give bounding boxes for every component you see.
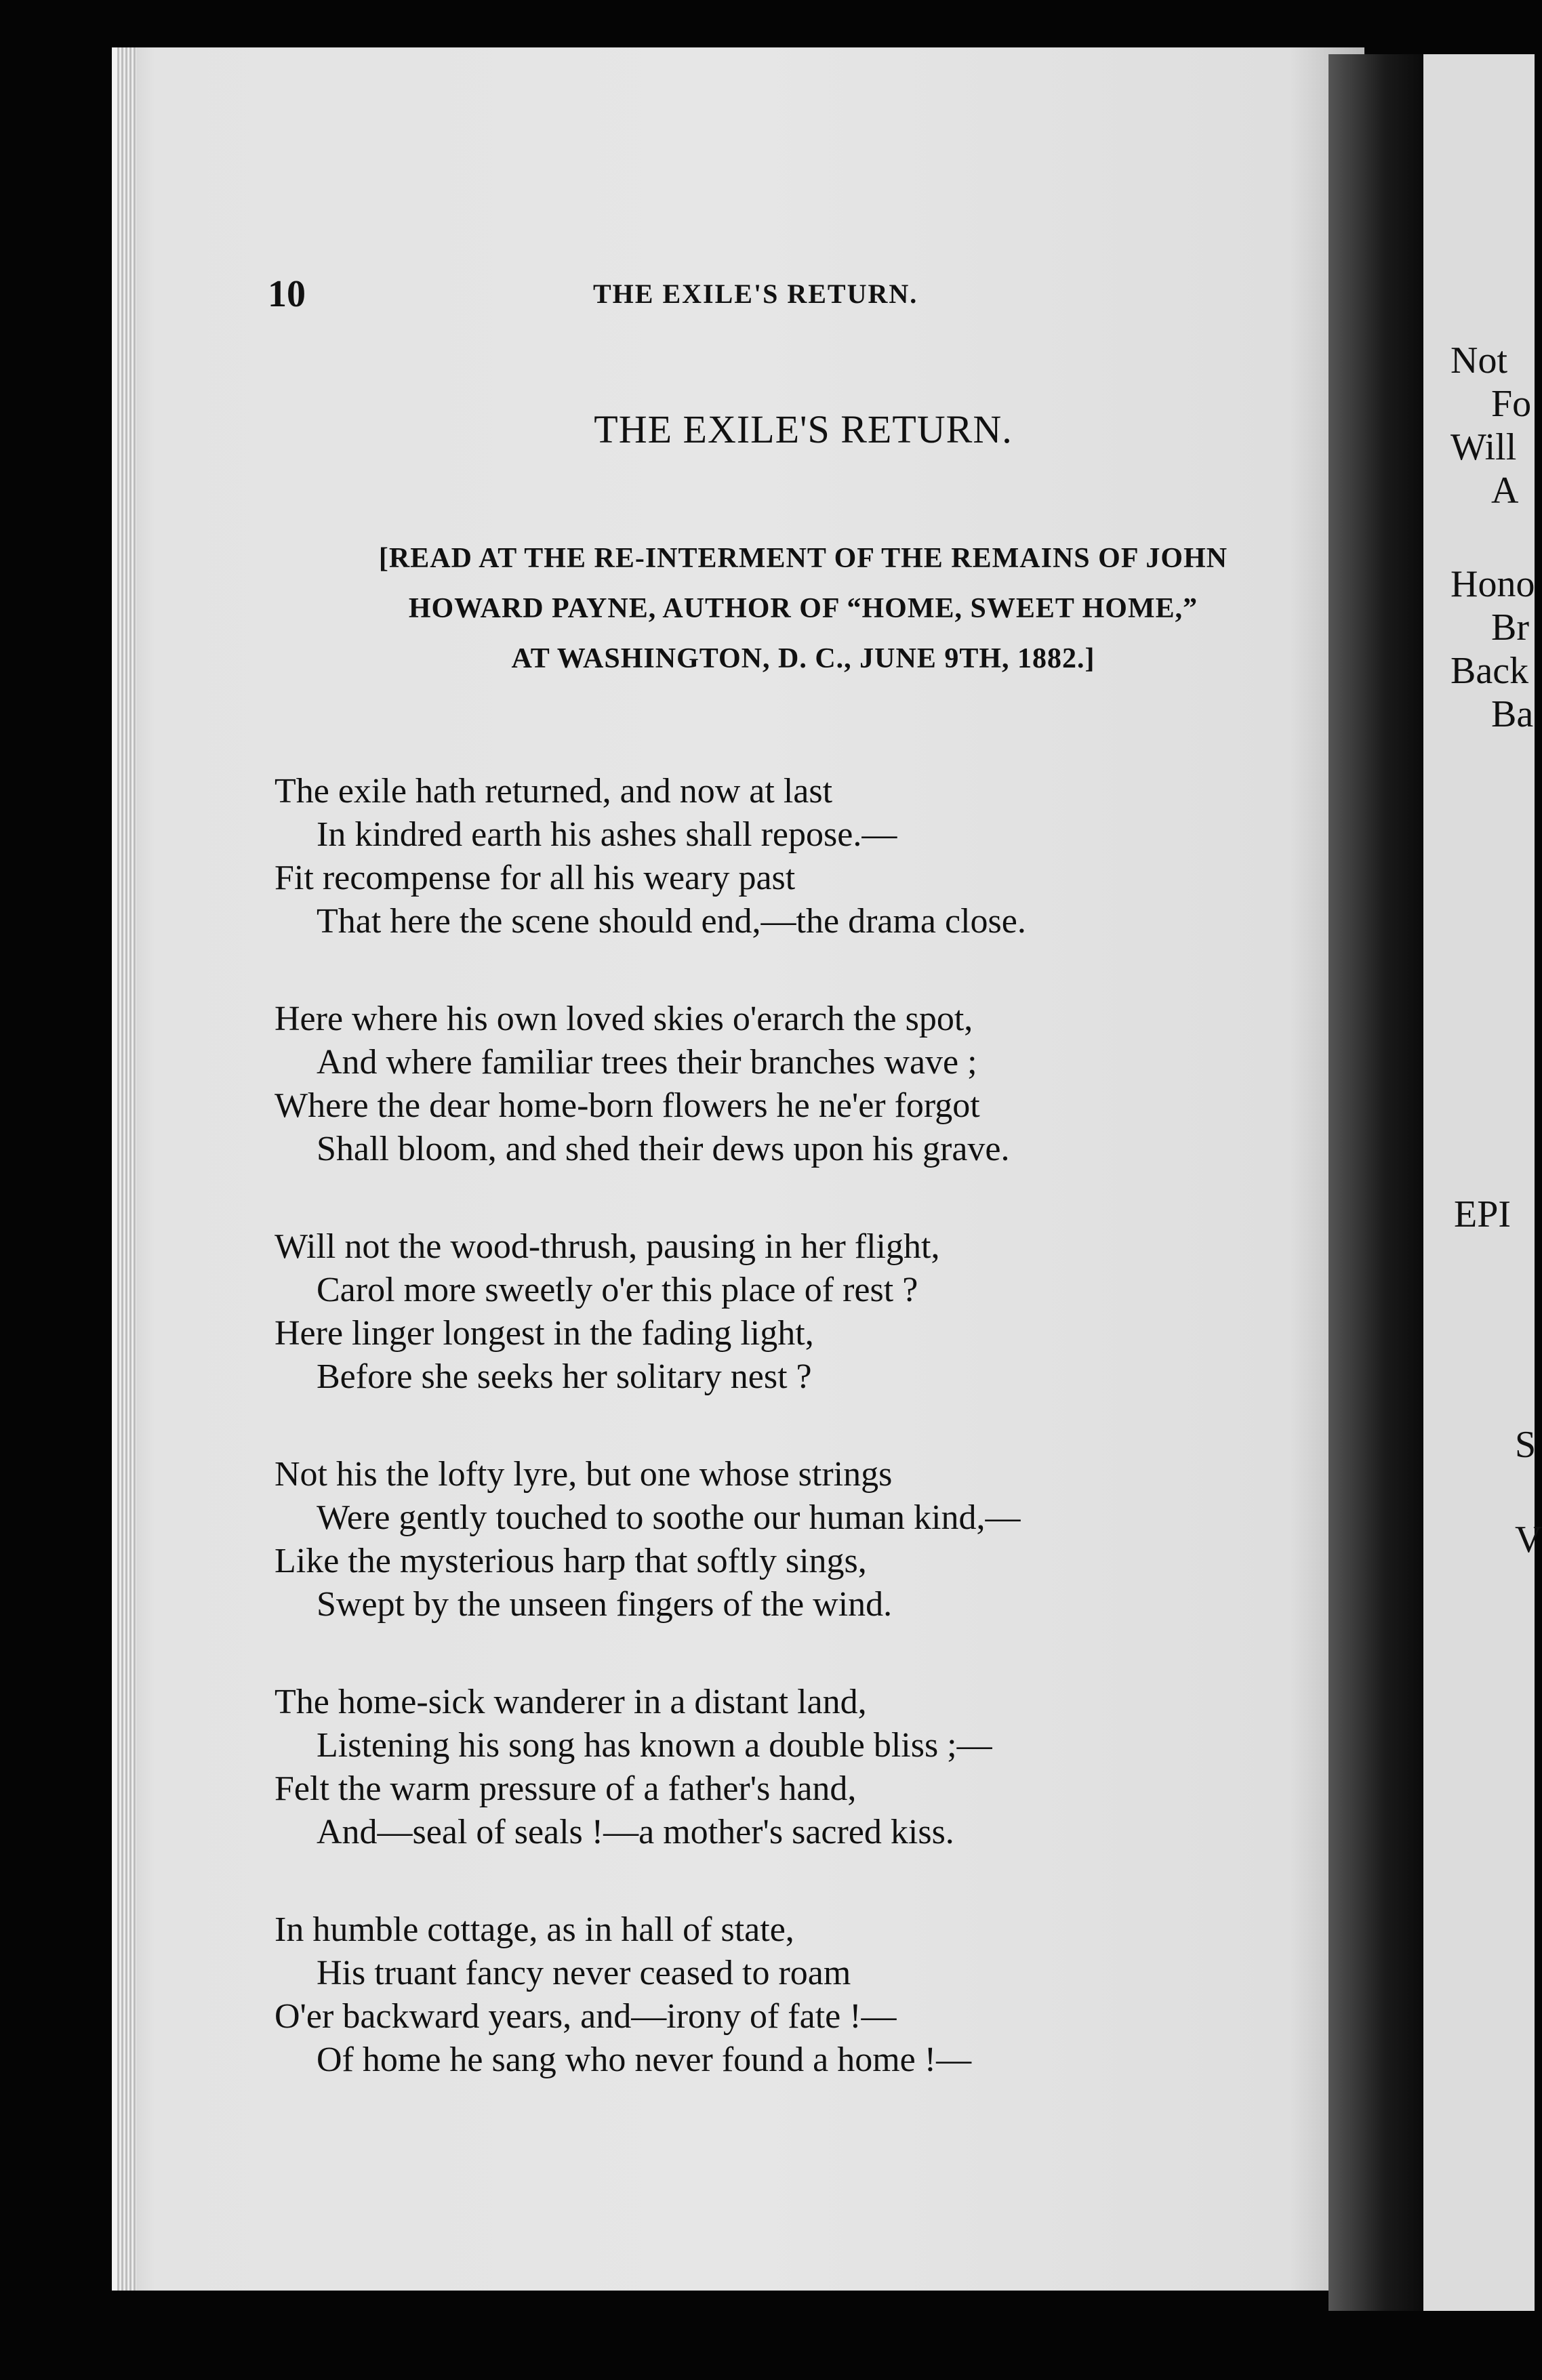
poem-line: O'er backward years, and—irony of fate !— <box>275 1997 897 2036</box>
poem-line: In humble cottage, as in hall of state, <box>275 1910 794 1949</box>
poem-line: Listening his song has known a double bliss ;— <box>317 1726 992 1765</box>
facing-fragment: Will <box>1450 426 1517 468</box>
dedication-note-line: HOWARD PAYNE, AUTHOR OF “HOME, SWEET HOME,” <box>408 593 1198 624</box>
facing-page <box>1423 54 1542 2311</box>
facing-fragment: A <box>1491 470 1519 512</box>
poem-line: Fit recompense for all his weary past <box>275 859 796 897</box>
poem-line: Here linger longest in the fading light, <box>275 1314 814 1353</box>
stanza <box>275 1225 1332 1399</box>
poem-line: Here where his own loved skies o'erarch the spot, <box>275 1000 973 1038</box>
poem-line: The exile hath returned, and now at last <box>275 772 833 811</box>
poem-line: Will not the wood-thrush, pausing in her flight, <box>275 1227 940 1266</box>
poem-line: That here the scene should end,—the drama close. <box>317 902 1026 941</box>
poem-line: Where the dear home-born flowers he ne'er forgot <box>275 1086 980 1125</box>
poem-line: And where familiar trees their branches wave ; <box>317 1043 977 1082</box>
facing-fragment: Ba <box>1491 693 1534 735</box>
poem-line: And—seal of seals !—a mother's sacred kiss. <box>317 1813 954 1851</box>
poem-title: THE EXILE'S RETURN. <box>594 407 1013 451</box>
poem-line: Felt the warm pressure of a father's hand, <box>275 1769 857 1808</box>
poem-line: Shall bloom, and shed their dews upon his grave. <box>317 1130 1010 1168</box>
poem-line: His truant fancy never ceased to roam <box>317 1954 851 1992</box>
running-title: THE EXILE'S RETURN. <box>593 279 918 309</box>
poem-line: Were gently touched to soothe our human kind,— <box>317 1498 1021 1537</box>
poem-line: Not his the lofty lyre, but one whose strings <box>275 1455 893 1494</box>
stanza <box>275 1453 1332 1626</box>
facing-fragment: Not <box>1450 340 1507 382</box>
stanza <box>275 770 1332 943</box>
facing-fragment: Hono <box>1450 563 1535 605</box>
facing-fragment: EPI <box>1454 1193 1511 1235</box>
running-head <box>268 272 1339 313</box>
poem-line: Of home he sang who never found a home !— <box>317 2040 972 2079</box>
poem-line: Carol more sweetly o'er this place of rest ? <box>317 1271 918 1309</box>
poem-line: Like the mysterious harp that softly sings, <box>275 1542 867 1580</box>
page-edges <box>117 47 136 2291</box>
dedication-note-line: AT WASHINGTON, D. C., JUNE 9TH, 1882.] <box>511 643 1095 674</box>
poem-line: Swept by the unseen fingers of the wind. <box>317 1585 893 1624</box>
stanza <box>275 1908 1332 2082</box>
facing-fragment: V <box>1515 1519 1542 1561</box>
stanza <box>275 1681 1332 1854</box>
stanza <box>275 998 1332 1171</box>
facing-fragment: Br <box>1491 607 1529 649</box>
book-gutter <box>1328 54 1423 2311</box>
facing-fragment: Back <box>1450 650 1529 692</box>
facing-fragment: S <box>1515 1424 1537 1466</box>
facing-fragment: Fo <box>1491 383 1532 425</box>
page-number: 10 <box>268 273 306 315</box>
dedication-note-line: [READ AT THE RE-INTERMENT OF THE REMAINS OF JOHN <box>378 543 1228 574</box>
poem-line: The home-sick wanderer in a distant land, <box>275 1683 867 1721</box>
poem-line: In kindred earth his ashes shall repose.— <box>317 815 897 854</box>
poem-line: Before she seeks her solitary nest ? <box>317 1357 812 1396</box>
